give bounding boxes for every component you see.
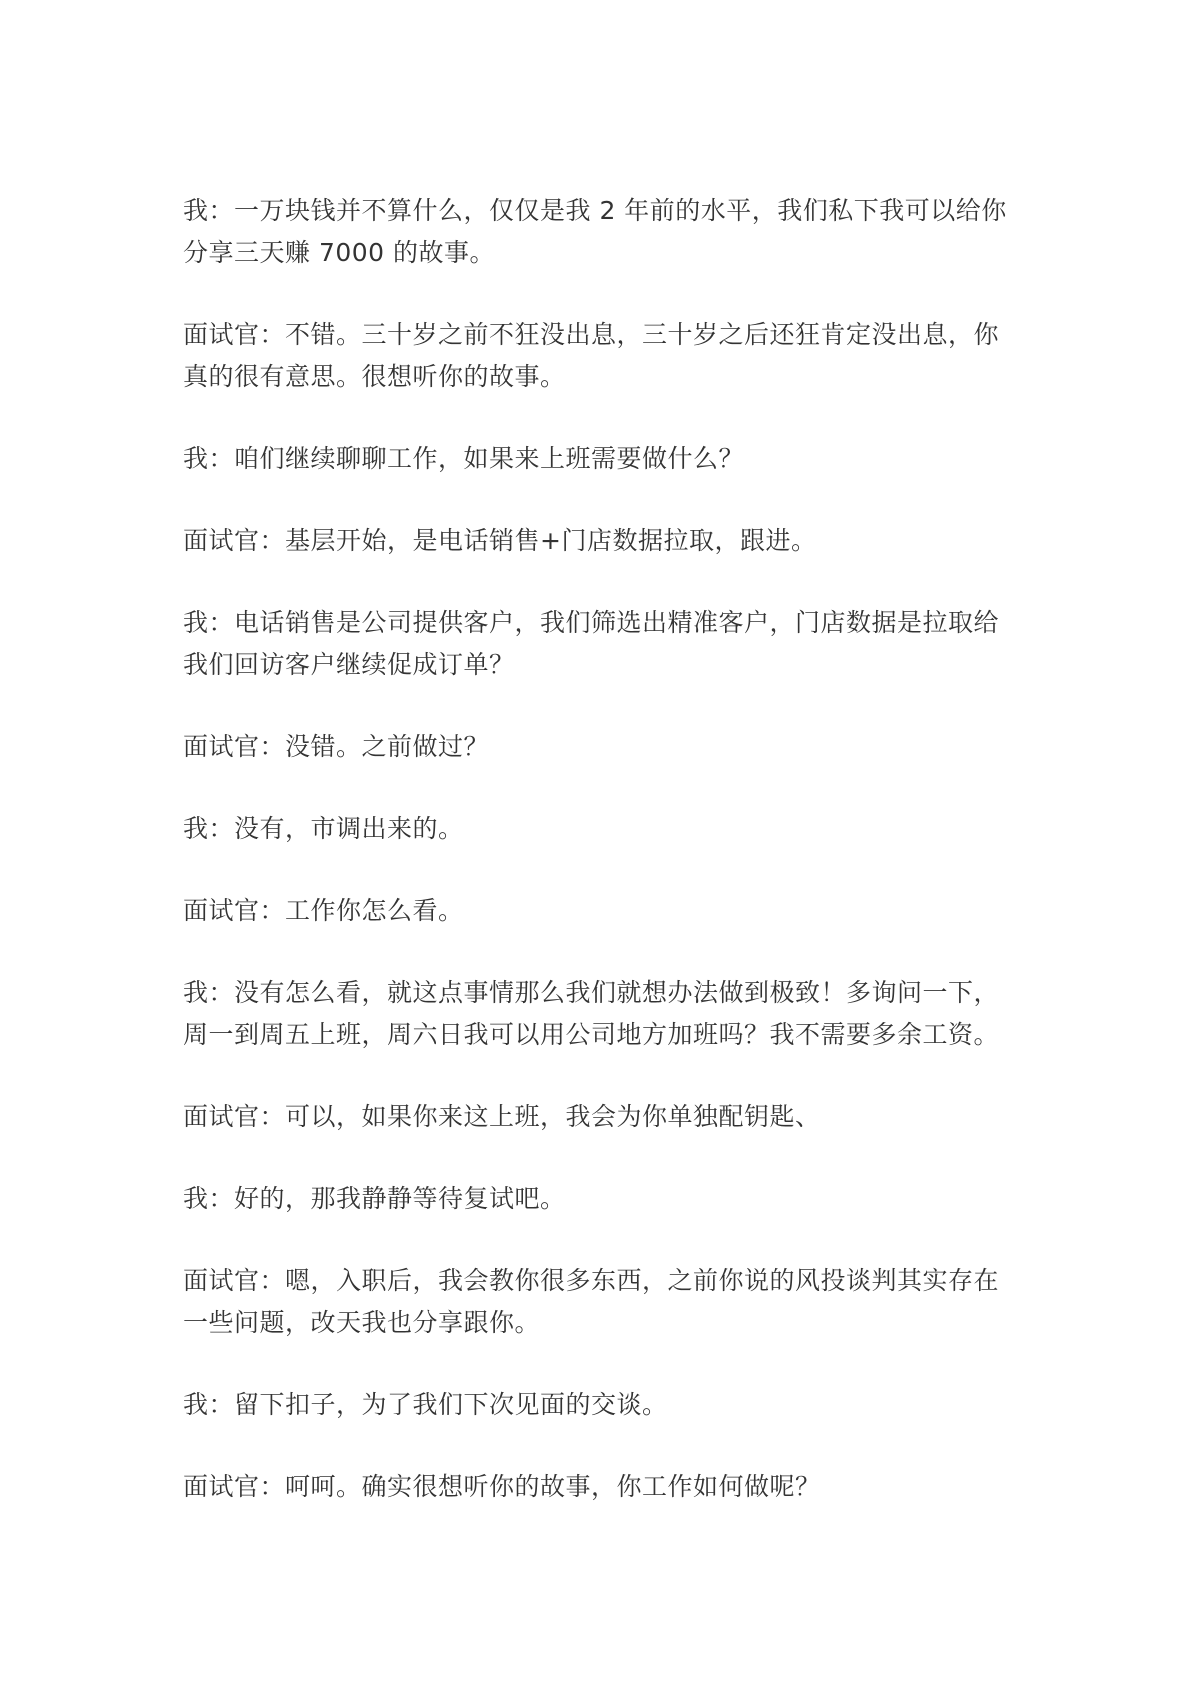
dialogue-line-interviewer: 面试官：嗯，入职后，我会教你很多东西，之前你说的风投谈判其实存在一些问题，改天我也分享跟你。 xyxy=(183,1266,1000,1337)
dialogue-line-interviewer: 面试官：没错。之前做过？ xyxy=(183,732,490,761)
dialogue-line-me: 我：没有怎么看，就这点事情那么我们就想办法做到极致！多询问一下，周一到周五上班，周六日我可以用公司地方加班吗？我不需要多余工资。 xyxy=(183,978,1000,1049)
dialogue-line-interviewer: 面试官：可以，如果你来这上班，我会为你单独配钥匙、 xyxy=(183,1102,821,1131)
dialogue-line-me: 我：咱们继续聊聊工作，如果来上班需要做什么？ xyxy=(183,444,745,473)
dialogue-line-me: 我：留下扣子，为了我们下次见面的交谈。 xyxy=(183,1390,668,1419)
dialogue-line-me: 我：没有，市调出来的。 xyxy=(183,814,464,843)
dialogue-line-me: 我：好的，那我静静等待复试吧。 xyxy=(183,1184,566,1213)
dialogue-line-interviewer: 面试官：呵呵。确实很想听你的故事，你工作如何做呢？ xyxy=(183,1472,821,1501)
dialogue-line-me: 我：电话销售是公司提供客户，我们筛选出精准客户，门店数据是拉取给我们回访客户继续促成订单？ xyxy=(183,608,1000,679)
dialogue-line-interviewer: 面试官：基层开始，是电话销售+门店数据拉取，跟进。 xyxy=(183,526,817,555)
dialogue-line-interviewer: 面试官：不错。三十岁之前不狂没出息，三十岁之后还狂肯定没出息，你真的很有意思。很想听你的故事。 xyxy=(183,320,1000,391)
dialogue-line-me: 我：一万块钱并不算什么，仅仅是我 2 年前的水平，我们私下我可以给你分享三天赚 7000 的故事。 xyxy=(183,196,1007,267)
dialogue-line-interviewer: 面试官：工作你怎么看。 xyxy=(183,896,464,925)
dialogue-body xyxy=(183,190,1023,1548)
